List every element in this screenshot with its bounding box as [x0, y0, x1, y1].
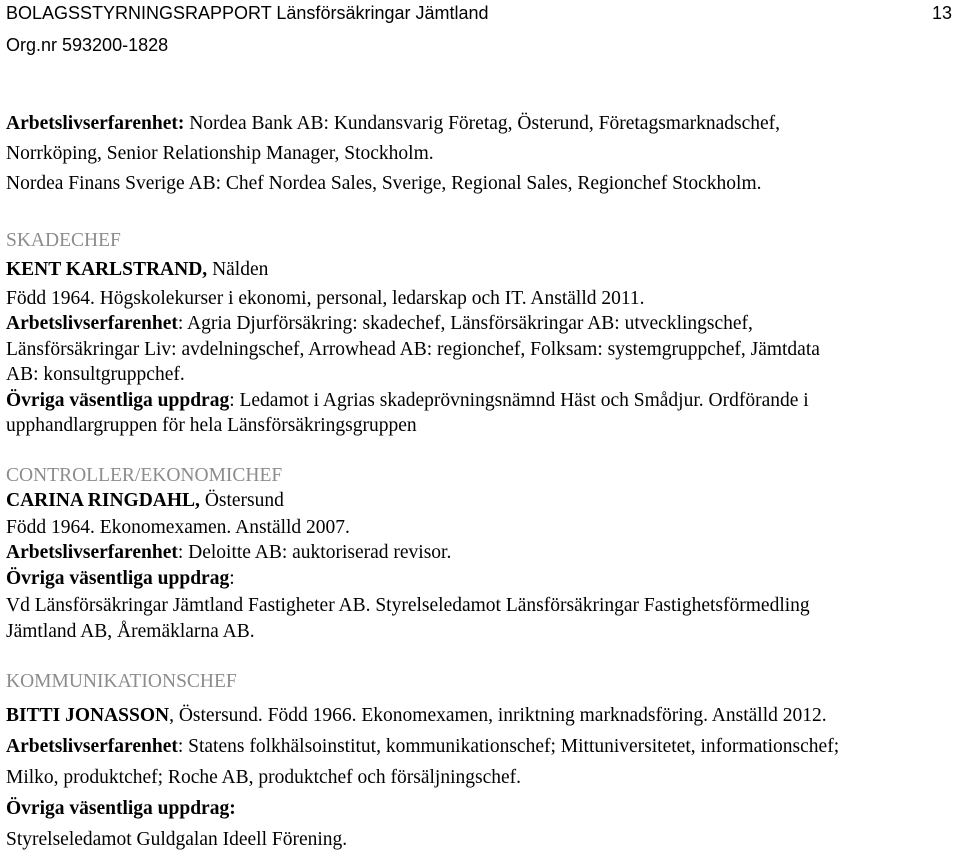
person-name: KENT KARLSTRAND,	[6, 259, 208, 280]
birth-education-line: Född 1964. Högskolekurser i ekonomi, personal, ledarskap och IT. Anställd 2011.	[6, 288, 645, 309]
experience-line: Milko, produktchef; Roche AB, produktchef och försäljningschef.	[6, 767, 522, 788]
experience-line	[6, 109, 780, 138]
experience-label: Arbetslivserfarenhet	[6, 736, 178, 757]
assignments-label: Övriga väsentliga uppdrag	[6, 390, 230, 411]
experience-line	[6, 732, 839, 761]
assignments-label: Övriga väsentliga uppdrag:	[6, 798, 236, 819]
experience-line: Nordea Finans Sverige AB: Chef Nordea Sales, Sverige, Regional Sales, Regionchef Stockholm.	[6, 173, 762, 194]
org-number: Org.nr 593200-1828	[6, 35, 169, 55]
report-title: BOLAGSSTYRNINGSRAPPORT Länsförsäkringar Jämtland	[6, 3, 489, 23]
person-name-line	[6, 486, 284, 515]
experience-line	[6, 538, 451, 567]
experience-text: : Deloitte AB: auktoriserad revisor.	[177, 542, 452, 563]
experience-line: Norrköping, Senior Relationship Manager, Stockholm.	[6, 143, 434, 164]
experience-line	[6, 309, 753, 338]
assignments-label: Övriga väsentliga uppdrag	[6, 568, 230, 589]
experience-text: : Agria Djurförsäkring: skadechef, Länsförsäkringar AB: utvecklingschef,	[177, 313, 753, 334]
page-number: 13	[931, 3, 952, 23]
assignments-line: upphandlargruppen för hela Länsförsäkringsgruppen	[6, 415, 417, 436]
person-name: BITTI JONASSON	[6, 705, 170, 726]
experience-text: Nordea Bank AB: Kundansvarig Företag, Österund, Företagsmarknadschef,	[184, 113, 781, 134]
section-heading-controller: CONTROLLER/EKONOMICHEF	[6, 465, 283, 486]
experience-label: Arbetslivserfarenhet	[6, 313, 178, 334]
assignments-colon: :	[229, 568, 235, 589]
experience-label: Arbetslivserfarenhet	[6, 542, 178, 563]
assignments-line: Vd Länsförsäkringar Jämtland Fastigheter AB. Styrelseledamot Länsförsäkringar Fastighetsförmedling	[6, 595, 810, 616]
person-location: Östersund	[199, 490, 284, 511]
experience-text: : Statens folkhälsoinstitut, kommunikationschef; Mittuniversitetet, informationschef;	[177, 736, 840, 757]
person-name-line	[6, 701, 827, 730]
assignments-line	[6, 564, 235, 593]
assignments-line: Jämtland AB, Åremäklarna AB.	[6, 621, 255, 642]
person-name-line	[6, 255, 268, 284]
experience-line: AB: konsultgruppchef.	[6, 364, 185, 385]
section-heading-kommunikation: KOMMUNIKATIONSCHEF	[6, 671, 237, 692]
assignments-line	[6, 794, 236, 823]
person-details: , Östersund. Född 1966. Ekonomexamen, inriktning marknadsföring. Anställd 2012.	[169, 705, 827, 726]
experience-line: Länsförsäkringar Liv: avdelningschef, Arrowhead AB: regionchef, Folksam: systemgruppchef, Jämtdata	[6, 339, 820, 360]
assignments-text: : Ledamot i Agrias skadeprövningsnämnd Häst och Smådjur. Ordförande i	[229, 390, 809, 411]
person-name: CARINA RINGDAHL,	[6, 490, 200, 511]
assignments-line: Styrelseledamot Guldgalan Ideell Förening.	[6, 829, 348, 850]
experience-label: Arbetslivserfarenhet:	[6, 113, 185, 134]
section-heading-skadechef: SKADECHEF	[6, 230, 121, 251]
birth-education-line: Född 1964. Ekonomexamen. Anställd 2007.	[6, 517, 350, 538]
person-location: Nälden	[207, 259, 269, 280]
